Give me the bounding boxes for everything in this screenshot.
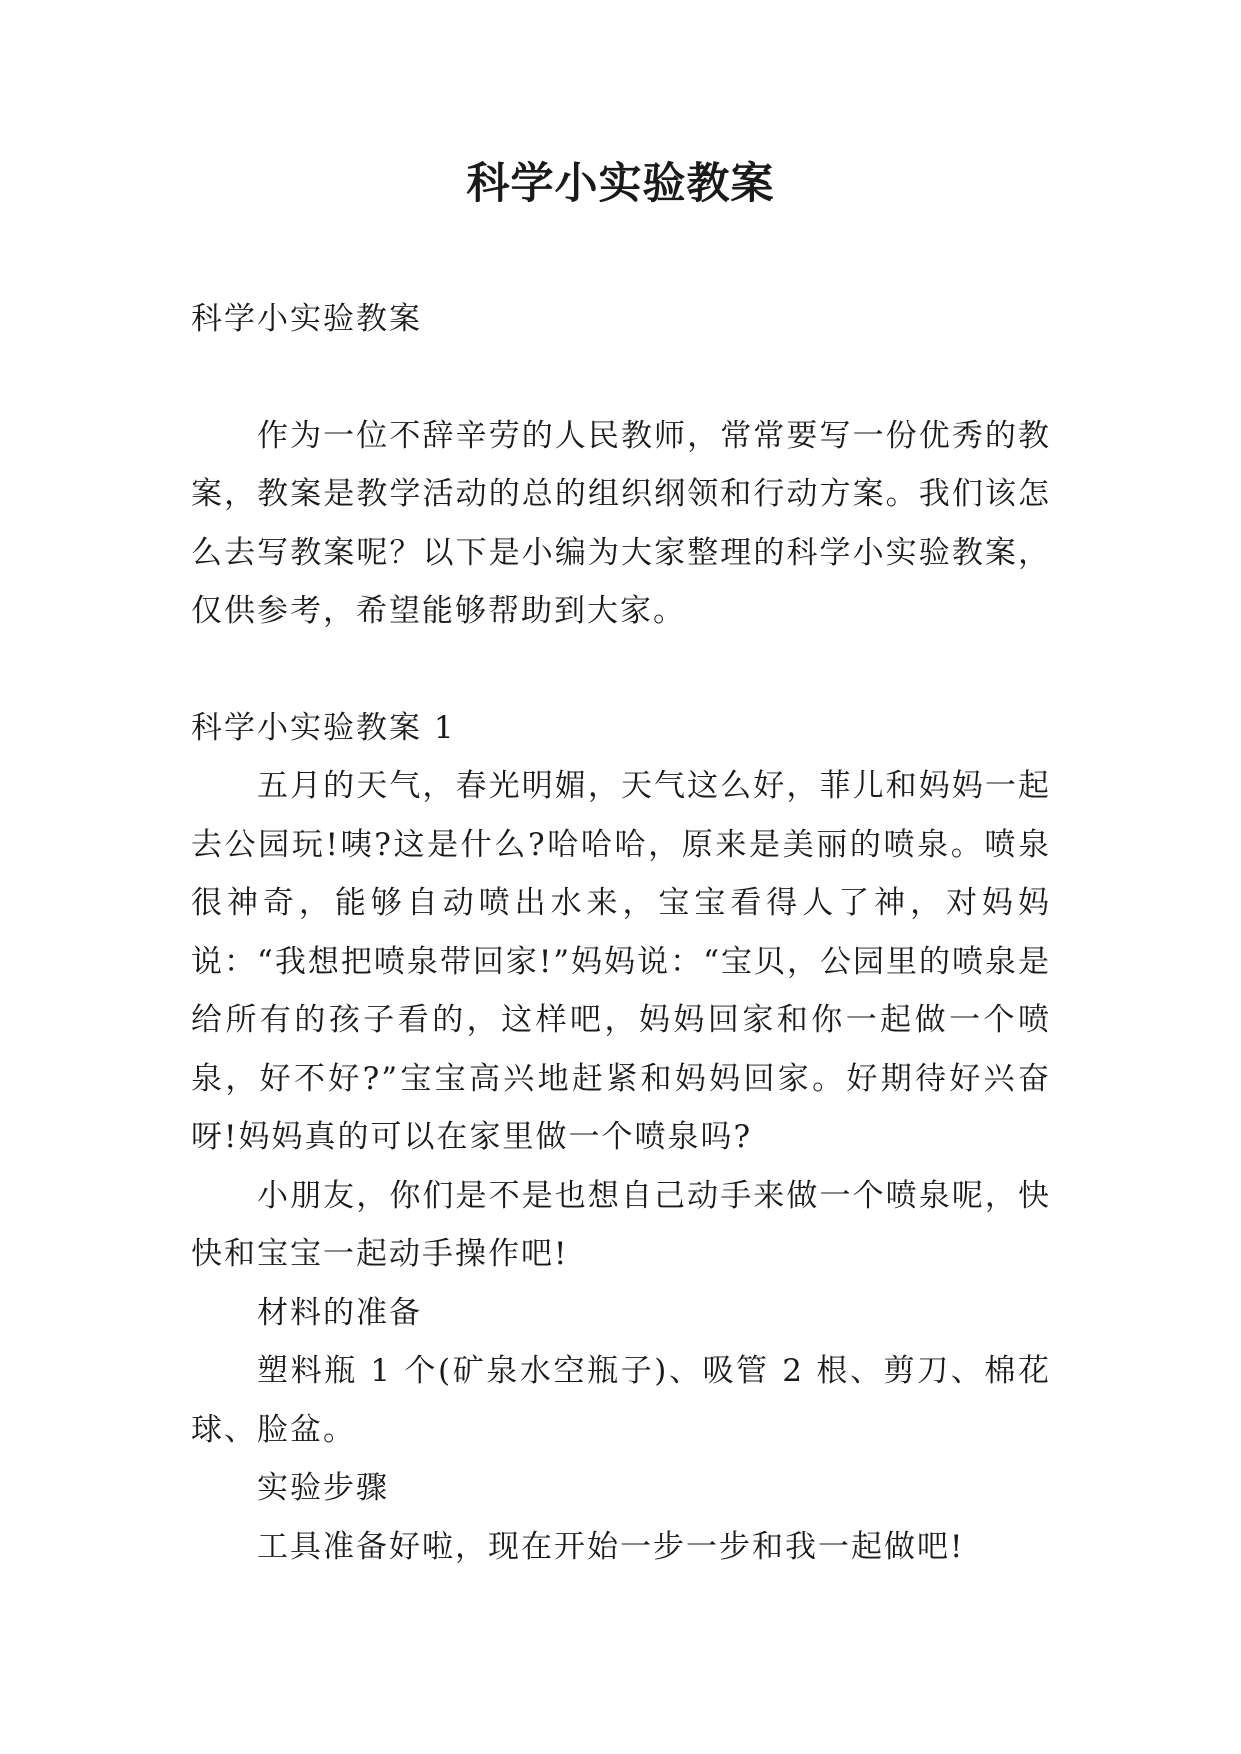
section-heading-intro: 科学小实验教案 (191, 301, 422, 337)
intro-paragraph: 作为一位不辞辛劳的人民教师，常常要写一份优秀的教案，教案是教学活动的总的组织纲领和行动方案。我们该怎么去写教案呢？以下是小编为大家整理的科学小实验教案，仅供参考，希望能够帮助到大家。 (191, 417, 1051, 629)
steps-intro: 工具准备好啦，现在开始一步一步和我一起做吧! (257, 1528, 965, 1565)
section-heading-lesson-1: 科学小实验教案 1 (191, 709, 456, 746)
invitation-paragraph: 小朋友，你们是不是也想自己动手来做一个喷泉呢，快快和宝宝一起动手操作吧! (191, 1177, 1051, 1272)
materials-list: 塑料瓶 1 个(矿泉水空瓶子)、吸管 2 根、剪刀、棉花球、脸盆。 (191, 1353, 1051, 1448)
document-body (191, 290, 1051, 1576)
materials-heading: 材料的准备 (257, 1294, 422, 1331)
story-paragraph: 五月的天气，春光明媚，天气这么好，菲儿和妈妈一起去公园玩!咦?这是什么?哈哈哈，原来是美丽的喷泉。喷泉很神奇，能够自动喷出水来，宝宝看得人了神，对妈妈说：“我想把喷泉带回家!”妈妈说：“宝贝，公园里的喷泉是给所有的孩子看的，这样吧，妈妈回家和你一起做一个喷泉，好不好?”宝宝高兴地赶紧和妈妈回家。好期待好兴奋呀!妈妈真的可以在家里做一个喷泉吗? (191, 768, 1051, 1155)
document-title: 科学小实验教案 (466, 159, 775, 209)
steps-heading: 实验步骤 (257, 1470, 389, 1506)
